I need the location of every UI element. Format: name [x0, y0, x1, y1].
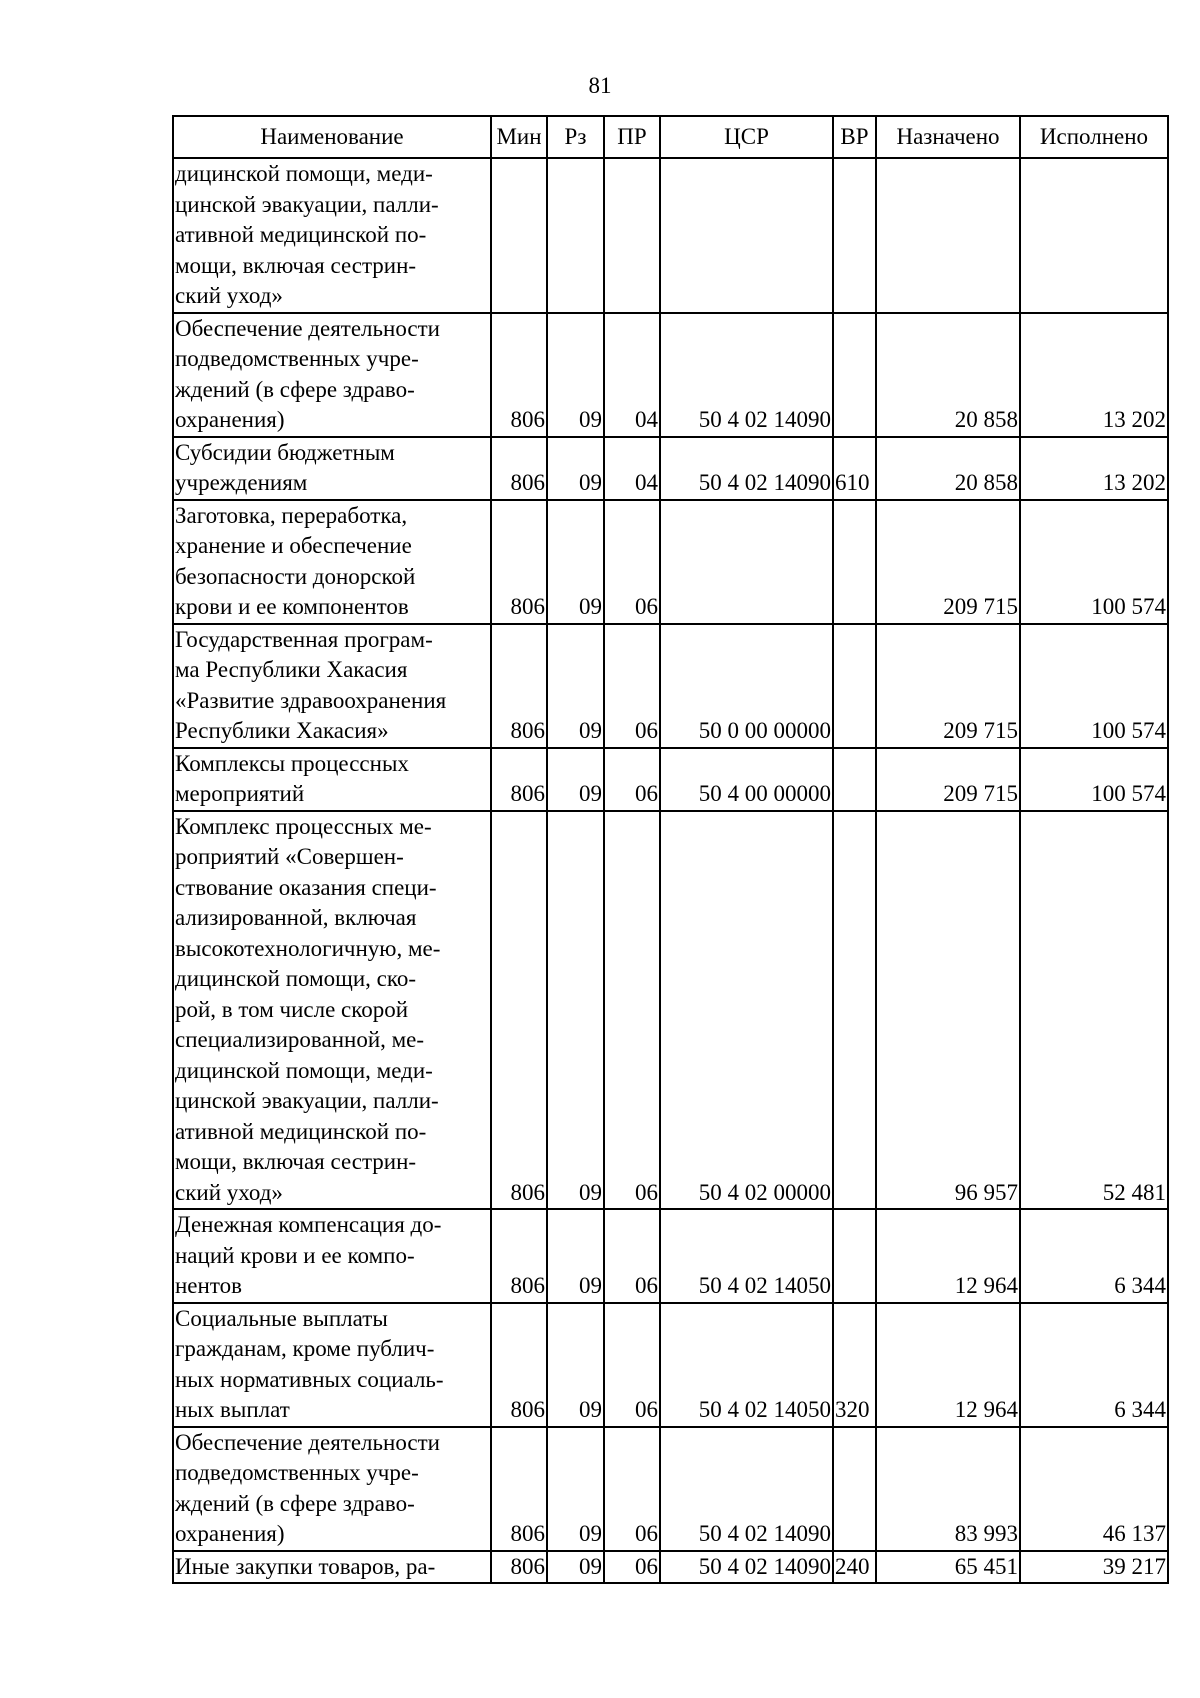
cell-pr: 04 — [604, 313, 660, 437]
cell-executed: 6 344 — [1020, 1209, 1168, 1303]
cell-assigned: 83 993 — [876, 1427, 1020, 1551]
cell-vr — [833, 1209, 876, 1303]
cell-csr: 50 4 02 14050 — [660, 1303, 833, 1427]
cell-min: 806 — [491, 1427, 547, 1551]
name-line: охранения) — [175, 1521, 285, 1546]
name-line: дицинской помощи, меди- — [175, 161, 433, 186]
cell-pr: 06 — [604, 811, 660, 1210]
name-line: Республики Хакасия» — [175, 718, 389, 743]
name-line: ский уход» — [175, 283, 283, 308]
name-line: Комплекс процессных ме- — [175, 813, 432, 839]
column-header-min: Мин — [491, 116, 547, 158]
cell-assigned: 20 858 — [876, 437, 1020, 500]
table-row — [173, 811, 1168, 1210]
cell-rz: 09 — [547, 1209, 604, 1303]
cell-name — [173, 811, 491, 1210]
cell-name — [173, 1209, 491, 1303]
cell-pr: 06 — [604, 1303, 660, 1427]
name-line: безопасности донорской — [175, 563, 416, 589]
cell-name — [173, 500, 491, 624]
cell-assigned: 12 964 — [876, 1209, 1020, 1303]
cell-assigned: 96 957 — [876, 811, 1020, 1210]
cell-vr: 610 — [833, 437, 876, 500]
name-line: мощи, включая сестрин- — [175, 252, 417, 278]
cell-csr: 50 4 02 14090 — [660, 437, 833, 500]
cell-assigned: 12 964 — [876, 1303, 1020, 1427]
cell-name — [173, 1551, 491, 1584]
column-header-executed: Исполнено — [1020, 116, 1168, 158]
table-header-row — [173, 116, 1168, 158]
cell-csr — [660, 158, 833, 313]
name-line: Обеспечение деятельности — [175, 315, 440, 341]
cell-assigned: 65 451 — [876, 1551, 1020, 1584]
name-line: ждений (в сфере здраво- — [175, 1490, 415, 1516]
name-line: подведомственных учре- — [175, 346, 419, 371]
cell-min: 806 — [491, 748, 547, 811]
cell-executed: 6 344 — [1020, 1303, 1168, 1427]
name-line: ждений (в сфере здраво- — [175, 376, 415, 402]
name-line: ативной медицинской по- — [175, 222, 427, 247]
cell-executed: 100 574 — [1020, 748, 1168, 811]
table-row — [173, 500, 1168, 624]
cell-executed: 13 202 — [1020, 437, 1168, 500]
cell-assigned: 20 858 — [876, 313, 1020, 437]
name-line: роприятий «Совершен- — [175, 844, 404, 869]
cell-vr — [833, 500, 876, 624]
name-line: учреждениям — [175, 470, 308, 495]
cell-executed: 52 481 — [1020, 811, 1168, 1210]
cell-vr: 320 — [833, 1303, 876, 1427]
table-row — [173, 748, 1168, 811]
name-line: «Развитие здравоохранения — [175, 687, 447, 713]
cell-executed: 13 202 — [1020, 313, 1168, 437]
name-line: ствование оказания специ- — [175, 874, 437, 900]
cell-pr: 06 — [604, 748, 660, 811]
cell-pr: 04 — [604, 437, 660, 500]
cell-name — [173, 158, 491, 313]
cell-csr: 50 4 02 14090 — [660, 313, 833, 437]
name-line: Обеспечение деятельности — [175, 1429, 440, 1455]
cell-pr: 06 — [604, 1209, 660, 1303]
cell-min — [491, 158, 547, 313]
name-line: гражданам, кроме публич- — [175, 1336, 435, 1361]
name-line: Комплексы процессных — [175, 750, 409, 776]
cell-rz: 09 — [547, 748, 604, 811]
name-line: хранение и обеспечение — [175, 533, 412, 558]
cell-rz: 09 — [547, 624, 604, 748]
column-header-name: Наименование — [173, 116, 491, 158]
cell-assigned: 209 715 — [876, 500, 1020, 624]
table-row — [173, 1209, 1168, 1303]
cell-csr: 50 4 02 14090 — [660, 1551, 833, 1584]
name-line: Государственная програм- — [175, 626, 433, 652]
name-line: мощи, включая сестрин- — [175, 1149, 417, 1174]
cell-pr: 06 — [604, 1427, 660, 1551]
name-line: нентов — [175, 1273, 242, 1298]
cell-vr — [833, 811, 876, 1210]
cell-csr: 50 4 02 00000 — [660, 811, 833, 1210]
cell-min: 806 — [491, 811, 547, 1210]
name-line: Заготовка, переработка, — [175, 502, 408, 528]
cell-pr: 06 — [604, 1551, 660, 1584]
cell-rz — [547, 158, 604, 313]
cell-csr: 50 4 00 00000 — [660, 748, 833, 811]
table-row — [173, 624, 1168, 748]
cell-vr — [833, 313, 876, 437]
name-line: охранения) — [175, 407, 285, 432]
cell-min: 806 — [491, 313, 547, 437]
name-line: Социальные выплаты — [175, 1305, 388, 1331]
name-line: Денежная компенсация до- — [175, 1212, 442, 1237]
table-row — [173, 158, 1168, 313]
cell-assigned: 209 715 — [876, 624, 1020, 748]
name-line: цинской эвакуации, палли- — [175, 1088, 439, 1113]
cell-vr — [833, 1427, 876, 1551]
column-header-csr: ЦСР — [660, 116, 833, 158]
table-row — [173, 1303, 1168, 1427]
name-line: высокотехнологичную, ме- — [175, 935, 441, 961]
name-line: дицинской помощи, ско- — [175, 966, 417, 991]
cell-executed: 100 574 — [1020, 624, 1168, 748]
column-header-vr: ВР — [833, 116, 876, 158]
cell-rz: 09 — [547, 1551, 604, 1584]
name-line: цинской эвакуации, палли- — [175, 191, 439, 217]
cell-rz: 09 — [547, 1303, 604, 1427]
name-line: Иные закупки товаров, ра- — [175, 1553, 436, 1579]
name-line: ализированной, включая — [175, 905, 417, 930]
cell-min: 806 — [491, 1209, 547, 1303]
cell-vr: 240 — [833, 1551, 876, 1584]
name-line: дицинской помощи, меди- — [175, 1057, 433, 1083]
cell-name — [173, 1303, 491, 1427]
cell-vr — [833, 158, 876, 313]
cell-executed: 46 137 — [1020, 1427, 1168, 1551]
table-body — [173, 158, 1168, 1583]
cell-assigned — [876, 158, 1020, 313]
cell-min: 806 — [491, 624, 547, 748]
name-line: ма Республики Хакасия — [175, 657, 408, 682]
cell-rz: 09 — [547, 437, 604, 500]
name-line: специализированной, ме- — [175, 1027, 425, 1052]
cell-rz: 09 — [547, 1427, 604, 1551]
cell-assigned: 209 715 — [876, 748, 1020, 811]
name-line: ных выплат — [175, 1397, 290, 1422]
cell-vr — [833, 748, 876, 811]
page-number: 81 — [588, 73, 612, 98]
cell-name — [173, 313, 491, 437]
cell-name — [173, 624, 491, 748]
column-header-pr: ПР — [604, 116, 660, 158]
table-row — [173, 437, 1168, 500]
cell-rz: 09 — [547, 811, 604, 1210]
cell-pr — [604, 158, 660, 313]
cell-min: 806 — [491, 437, 547, 500]
table-row — [173, 313, 1168, 437]
cell-csr: 50 4 02 14090 — [660, 1427, 833, 1551]
cell-rz: 09 — [547, 500, 604, 624]
cell-name — [173, 1427, 491, 1551]
cell-csr — [660, 500, 833, 624]
cell-name — [173, 748, 491, 811]
cell-pr: 06 — [604, 624, 660, 748]
name-line: Субсидии бюджетным — [175, 439, 395, 465]
name-line: ский уход» — [175, 1179, 283, 1205]
cell-name — [173, 437, 491, 500]
table-row — [173, 1427, 1168, 1551]
column-header-rz: Рз — [547, 116, 604, 158]
cell-pr: 06 — [604, 500, 660, 624]
name-line: крови и ее компонентов — [175, 594, 409, 619]
cell-rz: 09 — [547, 313, 604, 437]
cell-min: 806 — [491, 500, 547, 624]
name-line: ных нормативных социаль- — [175, 1366, 444, 1392]
name-line: мероприятий — [175, 781, 305, 806]
cell-executed: 39 217 — [1020, 1551, 1168, 1584]
budget-table — [172, 115, 1169, 1584]
cell-min: 806 — [491, 1551, 547, 1584]
cell-csr: 50 0 00 00000 — [660, 624, 833, 748]
table-row — [173, 1551, 1168, 1584]
name-line: наций крови и ее компо- — [175, 1242, 415, 1268]
name-line: ативной медицинской по- — [175, 1118, 427, 1144]
cell-vr — [833, 624, 876, 748]
cell-min: 806 — [491, 1303, 547, 1427]
column-header-assigned: Назначено — [876, 116, 1020, 158]
name-line: рой, в том числе скорой — [175, 996, 409, 1022]
cell-csr: 50 4 02 14050 — [660, 1209, 833, 1303]
cell-executed: 100 574 — [1020, 500, 1168, 624]
cell-executed — [1020, 158, 1168, 313]
name-line: подведомственных учре- — [175, 1460, 419, 1485]
